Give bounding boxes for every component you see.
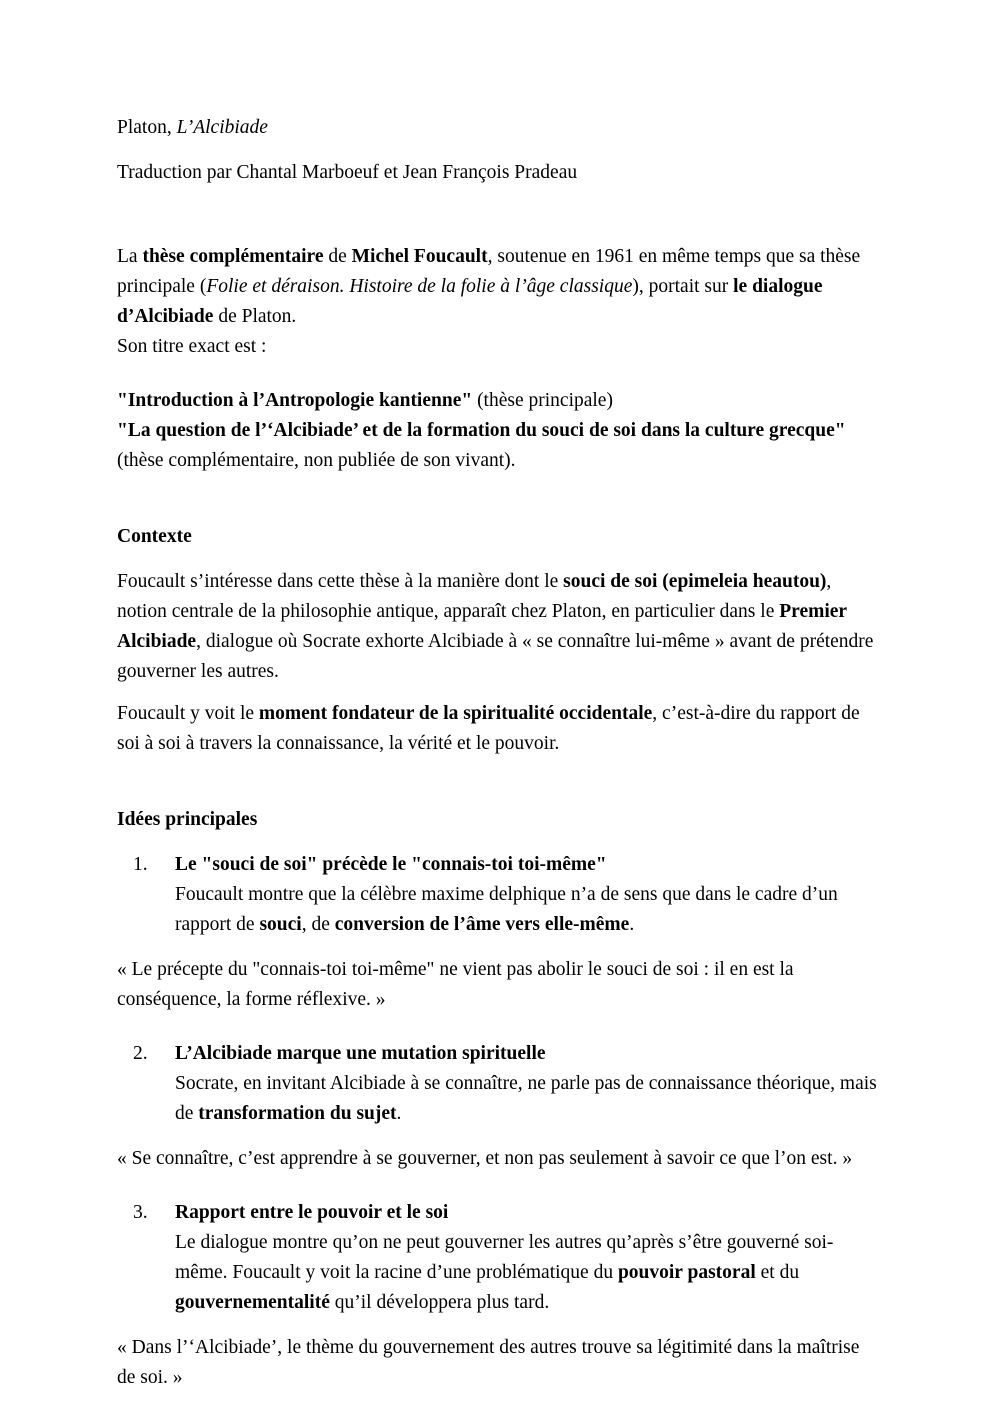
item1-seg-5: . [629, 914, 635, 935]
spacer [117, 362, 879, 386]
contexte-p1-seg-1: Foucault s’intéresse dans cette thèse à la manière dont le [117, 571, 564, 592]
thesis-main-note: (thèse principale) [472, 390, 613, 411]
contexte-p1-seg-5: , dialogue où Socrate exhorte Alcibiade à « se connaître lui-même » avant de prétendre gouverner les autres. [117, 631, 874, 682]
item3-seg-1: Le dialogue montre qu’on ne peut gouverner les autres qu’après s’être gouverné soi-même. Foucault y voit la racine d’une problématique du [175, 1232, 834, 1283]
contexte-paragraph-2 [117, 699, 879, 759]
list-item-body [175, 1228, 879, 1318]
item1-seg-2-bold: souci [259, 914, 302, 935]
intro-seg-1: La [117, 246, 143, 267]
thesis-complementary-note: (thèse complémentaire, non publiée de son vivant). [117, 450, 516, 471]
contexte-p1-seg-3: , notion centrale de la philosophie antique, apparaît chez Platon, en particulier dans le [117, 571, 832, 622]
idea-list [117, 1039, 879, 1129]
item3-seg-3: et du [755, 1262, 800, 1283]
spacer [117, 552, 879, 567]
item3-seg-2-bold: pouvoir pastoral [617, 1262, 756, 1283]
spacer [117, 476, 879, 522]
list-item-body [175, 1069, 879, 1129]
list-item [117, 850, 879, 940]
contexte-p2-seg-3: , c’est-à-dire du rapport de soi à soi à travers la connaissance, la vérité et le pouvoir. [117, 703, 860, 754]
thesis-main-title: "Introduction à l’Antropologie kantienne" [117, 390, 473, 411]
spacer [117, 940, 879, 955]
intro-seg-6-italic: Folie et déraison. Histoire de la folie à l’âge classique [206, 276, 633, 297]
quote-paragraph: « Le précepte du "connais-toi toi-même" ne vient pas abolir le souci de soi : il en est la conséquence, la forme réflexive. » [117, 959, 794, 1010]
item1-seg-4-bold: conversion de l’âme vers elle-même [334, 914, 630, 935]
list-item-title: Le "souci de soi" précède le "connais-toi toi-même" [175, 854, 607, 875]
spacer [117, 759, 879, 805]
list-item-body [175, 880, 879, 940]
intro-seg-8-bold: le dialogue d’Alcibiade [117, 276, 823, 327]
list-item-marker: 2. [133, 1043, 148, 1064]
source-reference-line [117, 113, 879, 143]
list-item-marker: 3. [133, 1202, 148, 1223]
item1-seg-3: , de [301, 914, 335, 935]
translators-line: Traduction par Chantal Marboeuf et Jean François Pradeau [117, 162, 578, 183]
intro-seg-4-bold: Michel Foucault [351, 246, 488, 267]
source-work-title: L’Alcibiade [176, 117, 268, 138]
item2-seg-1: Socrate, en invitant Alcibiade à se connaître, ne parle pas de connaissance théorique, mais de [175, 1073, 877, 1124]
list-item [117, 1039, 879, 1129]
spacer [117, 1174, 879, 1198]
list-item-title: L’Alcibiade marque une mutation spirituelle [175, 1043, 546, 1064]
spacer [117, 143, 879, 158]
spacer [117, 687, 879, 699]
document-body [117, 113, 879, 1393]
item2-seg-3: . [396, 1103, 402, 1124]
item3-seg-4-bold: gouvernementalité [175, 1292, 330, 1313]
intro-seg-9: de Platon. [213, 306, 297, 327]
spacer [117, 835, 879, 850]
spacer [117, 1318, 879, 1333]
thesis-main-title-line [117, 386, 879, 416]
source-author: Platon, [117, 117, 177, 138]
item3-seg-5: qu’il développera plus tard. [329, 1292, 550, 1313]
spacer [117, 1129, 879, 1144]
intro-seg-3: de [323, 246, 352, 267]
quote-paragraph: « Dans l’‘Alcibiade’, le thème du gouvernement des autres trouve sa légitimité dans la maîtrise de soi. » [117, 1337, 860, 1388]
intro-seg-2-bold: thèse complémentaire [142, 246, 324, 267]
thesis-complementary-title: "La question de l’‘Alcibiade’ et de la formation du souci de soi dans la culture grecque" [117, 420, 846, 441]
spacer [117, 188, 879, 242]
intro-seg-5: , soutenue en 1961 en même temps que sa thèse principale ( [117, 246, 861, 297]
intro-paragraph [117, 242, 879, 332]
item1-seg-1: Foucault montre que la célèbre maxime delphique n’a de sens que dans le cadre d’un rapport de [175, 884, 838, 935]
quote-paragraph: « Se connaître, c’est apprendre à se gouverner, et non pas seulement à savoir ce que l’on est. » [117, 1148, 853, 1169]
contexte-p1-seg-2-bold: souci de soi (epimeleia heautou) [563, 571, 827, 592]
list-item [117, 1198, 879, 1318]
section-heading-contexte: Contexte [117, 526, 192, 547]
list-item-title: Rapport entre le pouvoir et le soi [175, 1202, 449, 1223]
intro-exact-title-lead: Son titre exact est : [117, 336, 267, 357]
contexte-p2-seg-2-bold: moment fondateur de la spiritualité occidentale [258, 703, 653, 724]
idea-list [117, 1198, 879, 1318]
idea-list [117, 850, 879, 940]
section-heading-idees-principales: Idées principales [117, 809, 258, 830]
contexte-paragraph-1 [117, 567, 879, 687]
item2-seg-2-bold: transformation du sujet [198, 1103, 397, 1124]
contexte-p2-seg-1: Foucault y voit le [117, 703, 259, 724]
contexte-p1-seg-4-bold: Premier Alcibiade [117, 601, 847, 652]
list-item-marker: 1. [133, 854, 148, 875]
spacer [117, 1015, 879, 1039]
intro-seg-7: ), portait sur [632, 276, 734, 297]
